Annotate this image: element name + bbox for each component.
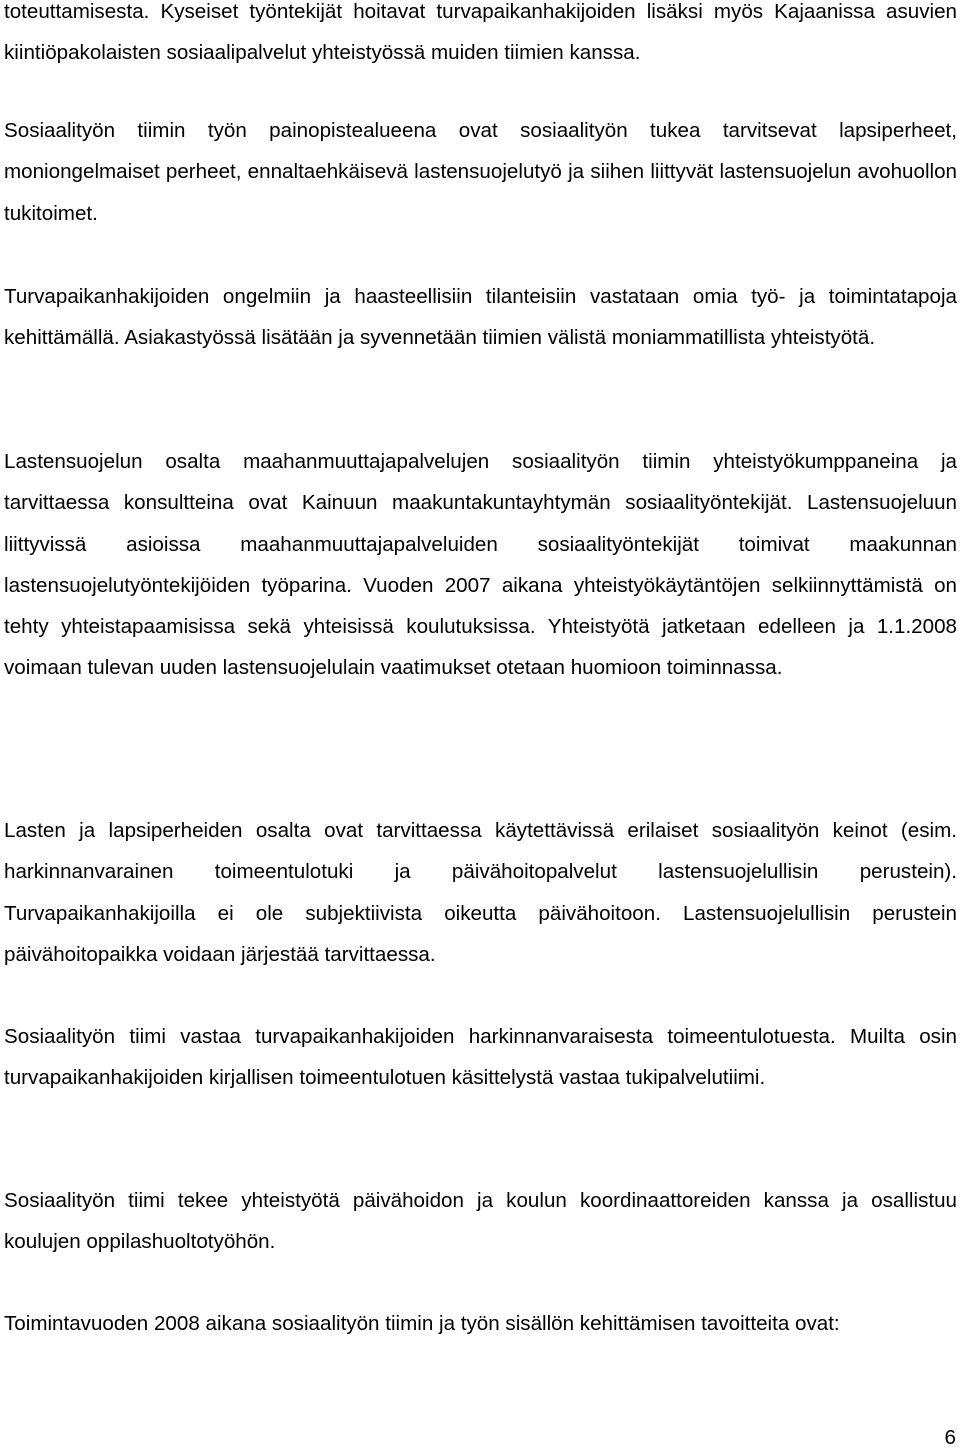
paragraph-6: Sosiaalityön tiimi vastaa turvapaikanhakijoiden harkinnanvaraisesta toimeentulotuesta. Muilta osin turvapaikanhakijoiden kirjallisen toimeentulotuen käsittelystä vastaa tukipalvelutiimi. <box>4 1025 957 1090</box>
paragraph-5: Lasten ja lapsiperheiden osalta ovat tarvittaessa käytettävissä erilaiset sosiaalityön keinot (esim. harkinnanvarainen toimeentulotuki ja päivähoitopalvelut lastensuojelullisin perustein). Turvapaikanhakijoilla ei ole subjektiivista oikeutta päivähoitoon. Lastensuojelullisin perustein päivähoitopaikka voidaan järjestää tarvittaessa. <box>4 819 957 966</box>
paragraph-3: Turvapaikanhakijoiden ongelmiin ja haasteellisiin tilanteisiin vastataan omia työ- ja toimintatapoja kehittämällä. Asiakastyössä lisätään ja syvennetään tiimien välistä moniammatillista yhteistyötä. <box>4 285 957 350</box>
page-number: 6 <box>944 1426 956 1449</box>
paragraph-8: Toimintavuoden 2008 aikana sosiaalityön tiimin ja työn sisällön kehittämisen tavoitteita ovat: <box>4 1312 840 1335</box>
paragraph-2: Sosiaalityön tiimin työn painopistealueena ovat sosiaalityön tukea tarvitsevat lapsiperheet, moniongelmaiset perheet, ennaltaehkäisevä lastensuojelutyö ja siihen liittyvät lastensuojelun avohuollon tukitoimet. <box>4 119 957 225</box>
paragraph-1: toteuttamisesta. Kyseiset työntekijät hoitavat turvapaikanhakijoiden lisäksi myös Kajaanissa asuvien kiintiöpakolaisten sosiaalipalvelut yhteistyössä muiden tiimien kanssa. <box>4 0 957 65</box>
paragraph-4: Lastensuojelun osalta maahanmuuttajapalvelujen sosiaalityön tiimin yhteistyökumppaneina ja tarvittaessa konsultteina ovat Kainuun maakuntakuntayhtymän sosiaalityöntekijät. Lastensuojeluun liittyvissä asioissa maahanmuuttajapalveluiden sosiaalityöntekijät toimivat maakunnan lastensuojelutyöntekijöiden työparina. Vuoden 2007 aikana yhteistyökäytäntöjen selkiinnyttämistä on tehty yhteistapaamisissa sekä yhteisissä koulutuksissa. Yhteistyötä jatketaan edelleen ja 1.1.2008 voimaan tulevan uuden lastensuojelulain vaatimukset otetaan huomioon toiminnassa. <box>4 450 957 680</box>
paragraph-7: Sosiaalityön tiimi tekee yhteistyötä päivähoidon ja koulun koordinaattoreiden kanssa ja osallistuu koulujen oppilashuoltotyöhön. <box>4 1189 957 1254</box>
